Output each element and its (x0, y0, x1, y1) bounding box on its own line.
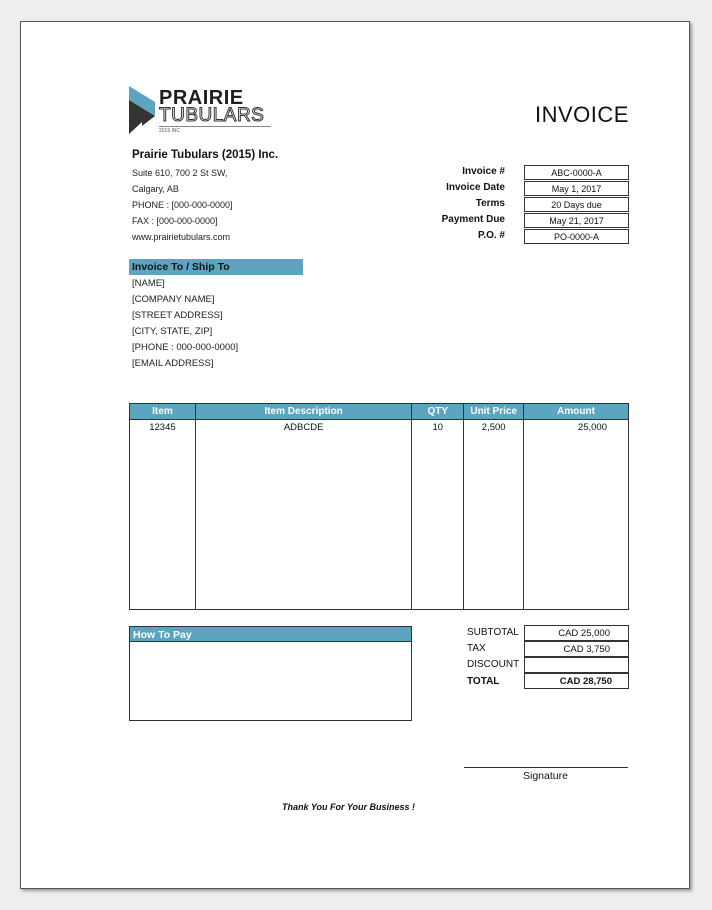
signature-line[interactable] (464, 767, 628, 768)
total-field[interactable]: CAD 28,750 (524, 673, 629, 689)
item-qty-cell[interactable]: 10 (412, 420, 464, 610)
ship-to-heading: Invoice To / Ship To (129, 259, 303, 275)
payment-due-field[interactable]: May 21, 2017 (524, 213, 629, 228)
company-website[interactable]: www.prairietubulars.com (132, 232, 231, 242)
discount-label: DISCOUNT (467, 659, 520, 670)
ship-to-phone[interactable]: [PHONE : 000-000-0000] (132, 342, 239, 353)
tax-label: TAX (467, 643, 486, 654)
item-amount-cell[interactable]: 25,000 (524, 420, 629, 610)
col-header-description: Item Description (195, 404, 411, 420)
item-code-cell[interactable]: 12345 (130, 420, 196, 610)
logo-word-prairie: PRAIRIE (159, 87, 244, 109)
ship-to-name[interactable]: [NAME] (132, 278, 165, 289)
col-header-qty: QTY (412, 404, 464, 420)
invoice-date-label: Invoice Date (446, 182, 505, 193)
invoice-title: INVOICE (535, 102, 629, 127)
item-unit-price-cell[interactable]: 2,500 (464, 420, 524, 610)
invoice-number-label: Invoice # (462, 166, 505, 177)
company-phone: PHONE : [000-000-0000] (132, 200, 233, 210)
subtotal-field[interactable]: CAD 25,000 (524, 625, 629, 641)
signature-label: Signature (523, 770, 568, 782)
items-table (129, 403, 629, 610)
item-description-cell[interactable]: ADBCDE (195, 420, 411, 610)
total-label: TOTAL (467, 676, 500, 687)
subtotal-label: SUBTOTAL (467, 627, 519, 638)
terms-field[interactable]: 20 Days due (524, 197, 629, 212)
logo-rule (159, 126, 271, 127)
ship-to-street[interactable]: [STREET ADDRESS] (132, 310, 223, 321)
company-address-line2: Calgary, AB (132, 184, 179, 194)
logo-mark-icon (129, 86, 157, 136)
table-row (130, 420, 629, 610)
invoice-date-field[interactable]: May 1, 2017 (524, 181, 629, 196)
how-to-pay-box[interactable] (129, 641, 412, 721)
company-address-line1: Suite 610, 700 2 St SW, (132, 168, 228, 178)
company-fax: FAX : [000-000-0000] (132, 216, 218, 226)
payment-due-label: Payment Due (441, 214, 505, 225)
logo-word-tubulars: TUBULARS (159, 105, 265, 126)
col-header-item: Item (130, 404, 196, 420)
thank-you-note: Thank You For Your Business ! (282, 802, 416, 812)
invoice-page (20, 21, 690, 889)
col-header-amount: Amount (524, 404, 629, 420)
po-number-field[interactable]: PO-0000-A (524, 229, 629, 244)
company-logo (129, 86, 279, 136)
company-name: Prairie Tubulars (2015) Inc. (132, 149, 279, 161)
terms-label: Terms (475, 198, 505, 209)
logo-subtext: 2015 INC (159, 128, 181, 134)
discount-field[interactable] (524, 657, 629, 673)
ship-to-company[interactable]: [COMPANY NAME] (132, 294, 215, 305)
how-to-pay-heading: How To Pay (129, 626, 412, 642)
invoice-number-field[interactable]: ABC-0000-A (524, 165, 629, 180)
ship-to-city[interactable]: [CITY, STATE, ZIP] (132, 326, 213, 337)
col-header-unit-price: Unit Price (464, 404, 524, 420)
items-header-row (130, 404, 629, 420)
tax-field[interactable]: CAD 3,750 (524, 641, 629, 657)
po-number-label: P.O. # (477, 230, 505, 241)
ship-to-email[interactable]: [EMAIL ADDRESS] (132, 358, 214, 369)
